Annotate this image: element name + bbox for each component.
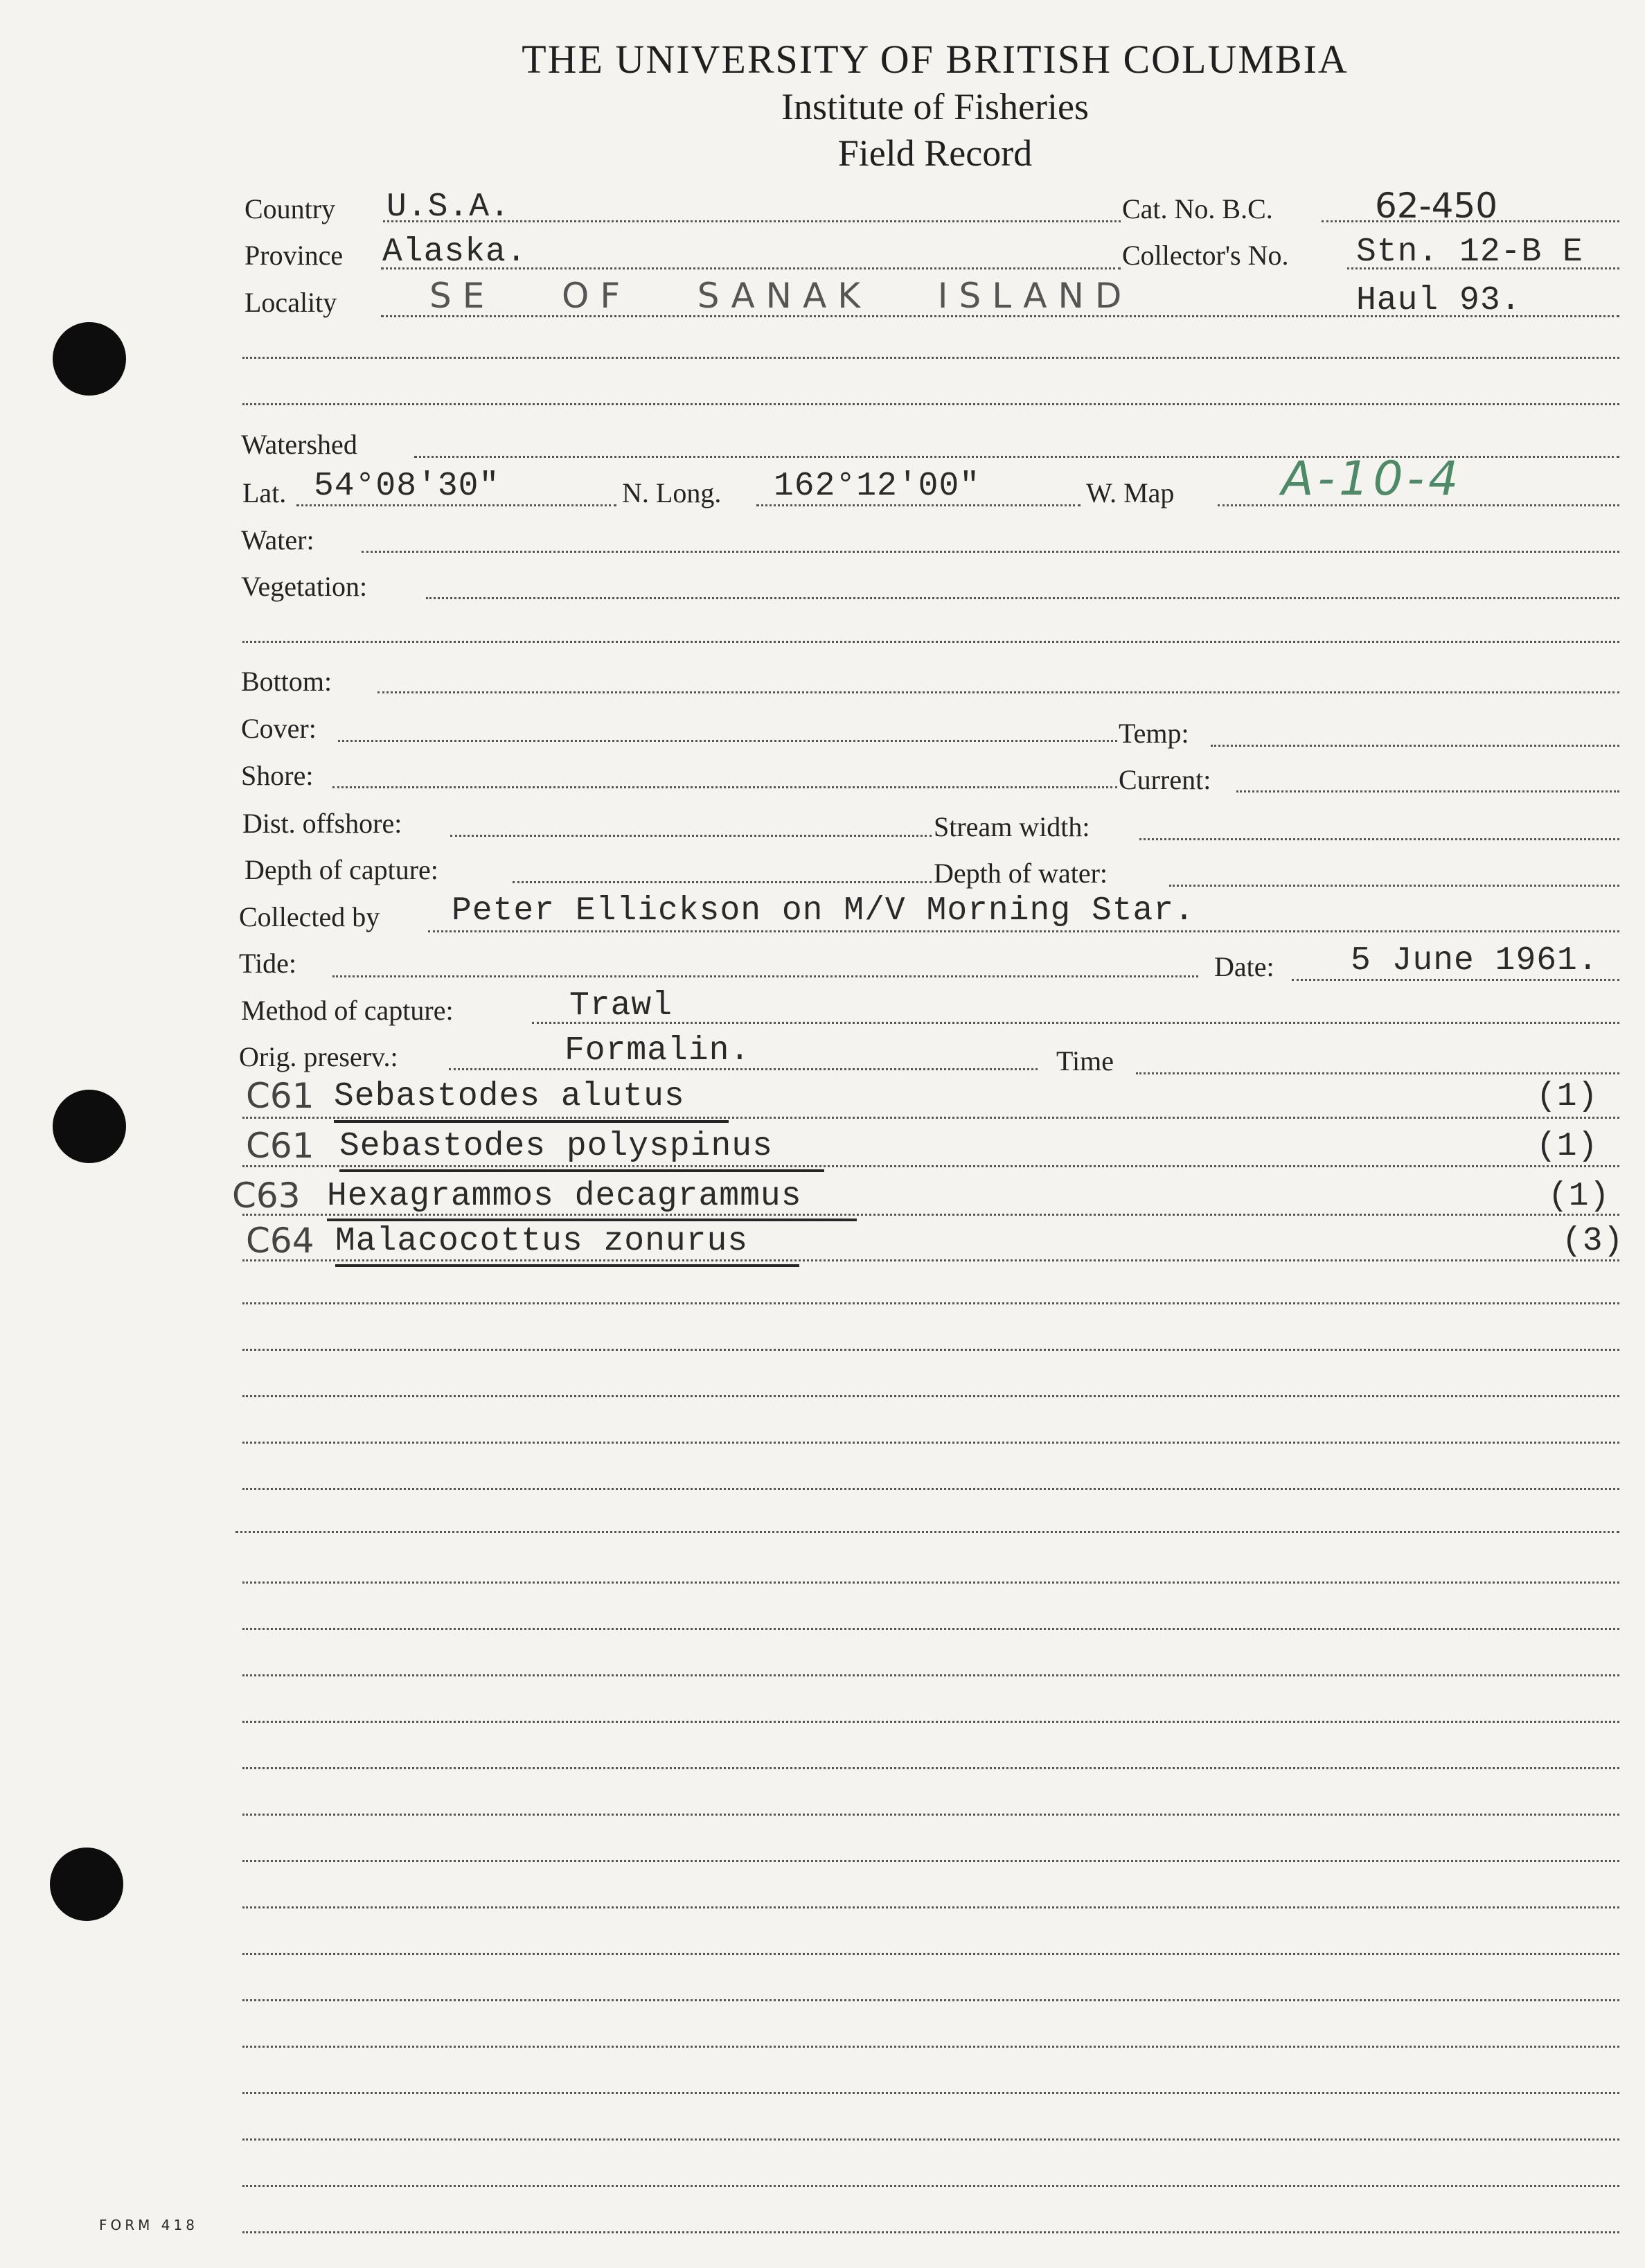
collected-by-label: Collected by [239, 901, 380, 932]
cover-line [338, 740, 1117, 742]
bottom-line [377, 691, 1619, 693]
species-code: C61 [246, 1076, 314, 1116]
species-underline [339, 1169, 824, 1172]
vegetation-line [426, 597, 1619, 599]
lat-value: 54°08'30" [314, 468, 500, 505]
method-line [532, 1022, 1619, 1024]
blank-line [242, 1721, 1619, 1723]
map-label: W. Map [1086, 477, 1175, 508]
tide-line [332, 975, 1198, 977]
species-line [242, 1214, 1619, 1216]
method-label: Method of capture: [241, 995, 454, 1026]
species-underline [335, 1264, 799, 1267]
species-count: (1) [1536, 1128, 1599, 1165]
shore-line [332, 786, 1117, 788]
blank-line [242, 1860, 1619, 1862]
collector-no-value: Stn. 12-B E [1356, 233, 1583, 271]
species-code: C64 [246, 1221, 314, 1261]
university-title: THE UNIVERSITY OF BRITISH COLUMBIA [522, 37, 1349, 82]
blank-line [235, 1531, 1619, 1533]
blank-line [242, 1349, 1619, 1351]
province-label: Province [244, 240, 344, 271]
country-value: U.S.A. [386, 188, 510, 226]
record-title: Field Record [837, 132, 1033, 174]
blank-line [242, 2138, 1619, 2141]
blank-line [242, 2185, 1619, 2187]
form-number: FORM 418 [99, 2217, 198, 2233]
depth-capture-line [513, 881, 932, 883]
collected-by-line [428, 930, 1619, 932]
blank-line [242, 1999, 1619, 2001]
time-line [1136, 1072, 1619, 1074]
dist-offshore-line [450, 835, 932, 837]
blank-line [242, 357, 1619, 359]
species-underline [334, 1120, 729, 1123]
stream-width-label: Stream width: [934, 811, 1090, 842]
temp-line [1211, 745, 1619, 747]
date-label: Date: [1214, 951, 1274, 982]
tide-label: Tide: [239, 948, 297, 979]
cover-label: Cover: [241, 713, 317, 744]
blank-line [242, 1582, 1619, 1584]
bottom-label: Bottom: [241, 666, 332, 697]
water-label: Water: [241, 524, 314, 556]
blank-line [242, 1767, 1619, 1769]
species-line [242, 1259, 1619, 1261]
blank-line [242, 1953, 1619, 1955]
depth-capture-label: Depth of capture: [244, 854, 438, 885]
blank-line [242, 1906, 1619, 1908]
method-value: Trawl [569, 987, 673, 1025]
blank-line [242, 403, 1619, 405]
stream-width-line [1139, 838, 1619, 840]
species-underline [327, 1219, 857, 1221]
blank-line [242, 1302, 1619, 1304]
species-code: C61 [246, 1126, 314, 1166]
haul-value: Haul 93. [1356, 282, 1522, 319]
orig-preserv-value: Formalin. [564, 1032, 751, 1070]
blank-line [242, 1442, 1619, 1444]
blank-line [242, 641, 1619, 643]
orig-preserv-label: Orig. preserv.: [239, 1041, 398, 1072]
species-line [242, 1165, 1619, 1167]
blank-line [242, 2092, 1619, 2094]
water-line [362, 551, 1619, 553]
lat-label: Lat. [242, 477, 287, 508]
cat-no-value: 62-450 [1375, 186, 1498, 226]
blank-line [242, 1488, 1619, 1490]
watershed-label: Watershed [241, 429, 357, 460]
blank-line [242, 1674, 1619, 1676]
species-count: (3) [1562, 1223, 1624, 1260]
species-name: Malacocottus zonurus [335, 1223, 749, 1260]
blank-line [242, 1395, 1619, 1397]
map-value: A-10-4 [1281, 452, 1463, 506]
species-code: C63 [232, 1176, 301, 1216]
punch-hole-top [53, 322, 126, 396]
long-label: N. Long. [622, 477, 722, 508]
species-name: Hexagrammos decagrammus [327, 1178, 802, 1215]
temp-label: Temp: [1119, 718, 1189, 749]
cat-no-label: Cat. No. B.C. [1122, 193, 1273, 224]
punch-hole-bottom [50, 1848, 123, 1921]
species-line [242, 1117, 1619, 1119]
punch-hole-middle [53, 1090, 126, 1163]
current-line [1236, 790, 1619, 792]
country-label: Country [244, 193, 336, 224]
long-value: 162°12'00" [774, 468, 981, 505]
blank-line [242, 1628, 1619, 1630]
collector-no-label: Collector's No. [1122, 240, 1289, 271]
current-label: Current: [1119, 764, 1211, 795]
date-value: 5 June 1961. [1351, 942, 1599, 980]
time-label: Time [1056, 1045, 1114, 1077]
collected-by-value: Peter Ellickson on M/V Morning Star. [452, 892, 1195, 930]
blank-line [242, 2046, 1619, 2048]
species-name: Sebastodes alutus [334, 1078, 685, 1115]
blank-line [242, 2231, 1619, 2233]
vegetation-label: Vegetation: [241, 571, 368, 602]
species-count: (1) [1536, 1078, 1599, 1115]
depth-water-line [1169, 885, 1619, 887]
species-count: (1) [1548, 1178, 1610, 1215]
species-name: Sebastodes polyspinus [339, 1128, 773, 1165]
locality-label: Locality [244, 287, 337, 318]
institute-title: Institute of Fisheries [781, 86, 1089, 127]
dist-offshore-label: Dist. offshore: [242, 808, 402, 839]
blank-line [242, 1814, 1619, 1816]
depth-water-label: Depth of water: [934, 858, 1108, 889]
province-value: Alaska. [382, 233, 527, 271]
shore-label: Shore: [241, 760, 314, 791]
locality-value: SE OF SANAK ISLAND [429, 276, 1133, 316]
